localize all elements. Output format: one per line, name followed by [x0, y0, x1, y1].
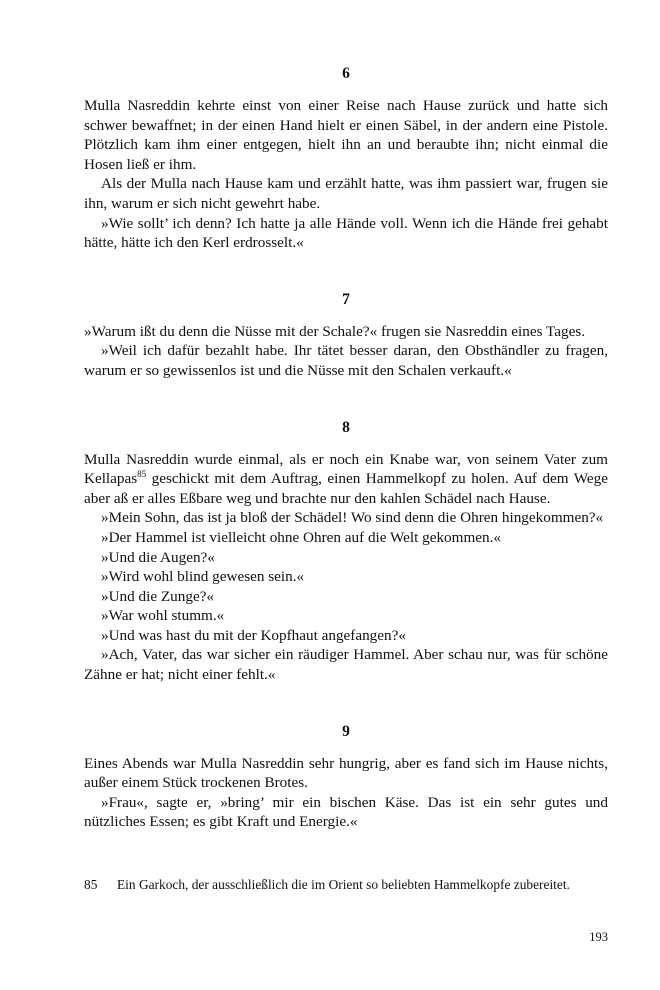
paragraph	[84, 450, 608, 509]
footnote-text: Ein Garkoch, der ausschließlich die im Orient so beliebten Hammelkopfe zubereitet.	[117, 877, 570, 892]
paragraph: »Wie sollt’ ich denn? Ich hatte ja alle Hände voll. Wenn ich die Hände frei gehabt hätte, hätte ich den Kerl erdrosselt.«	[84, 214, 608, 252]
section-number: 6	[342, 65, 350, 82]
paragraph: Eines Abends war Mulla Nasreddin sehr hungrig, aber es fand sich im Hause nichts, außer einem Stück trockenen Brotes.	[84, 754, 608, 792]
page-body	[84, 64, 608, 869]
page-number: 193	[589, 930, 608, 944]
paragraph: »Warum ißt du denn die Nüsse mit der Schale?« frugen sie Nasreddin eines Tages.	[84, 322, 586, 340]
paragraph: »Weil ich dafür bezahlt habe. Ihr tätet besser daran, den Obsthändler zu fragen, warum er so gewissenlos ist und die Nüsse mit den Schalen verkauft.«	[84, 342, 608, 379]
paragraph: Mulla Nasreddin kehrte einst von einer Reise nach Hause zurück und hatte sich schwer bewaffnet; in der einen Hand hielt er einen Säbel, in der andern eine Pistole. Plötzlich kam ihm einer entgegen, hielt ihn an und beraubte ihn; nicht einmal die Hosen ließ er ihm.	[84, 97, 608, 173]
section-8	[84, 418, 608, 685]
footnote-reference[interactable]: 85	[137, 469, 147, 480]
paragraph: »Ach, Vater, das war sicher ein räudiger Hammel. Aber schau nur, was für schöne Zähne er hat; nicht einer fehlt.«	[84, 646, 608, 684]
section-9	[84, 722, 608, 832]
paragraph: »Und was hast du mit der Kopfhaut angefangen?«	[101, 626, 406, 644]
paragraph-text: geschickt mit dem Auftrag, einen Hammelkopf zu holen. Auf dem Wege aber aß er alles Eßbare weg und brachte nur den kahlen Schädel nach Hause.	[84, 470, 608, 507]
footnote	[84, 876, 608, 894]
section-7	[84, 290, 608, 381]
section-number: 7	[342, 290, 350, 308]
paragraph: »Und die Augen?«	[101, 548, 215, 566]
paragraph: Als der Mulla nach Hause kam und erzählt hatte, was ihm passiert war, frugen sie ihn, warum er sich nicht gewehrt habe.	[84, 175, 608, 212]
paragraph: »Mein Sohn, das ist ja bloß der Schädel! Wo sind denn die Ohren hingekommen?«	[101, 509, 604, 527]
paragraph: »Der Hammel ist vielleicht ohne Ohren auf die Welt gekommen.«	[101, 528, 502, 546]
paragraph: »Frau«, sagte er, »bring’ mir ein bischen Käse. Das ist ein sehr gutes und nützliches Essen; es gibt Kraft und Energie.«	[84, 793, 608, 831]
paragraph: »War wohl stumm.«	[101, 607, 225, 625]
section-number: 9	[342, 722, 350, 740]
paragraph: »Wird wohl blind gewesen sein.«	[101, 568, 305, 586]
paragraph: »Und die Zunge?«	[101, 587, 215, 605]
section-6	[84, 64, 608, 253]
footnote-number: 85	[84, 877, 98, 892]
paragraph-text: Mulla Nasreddin wurde einmal, als er noch ein Knabe war, von seinem Vater zum Kellapas	[84, 450, 608, 488]
section-number: 8	[342, 418, 350, 436]
